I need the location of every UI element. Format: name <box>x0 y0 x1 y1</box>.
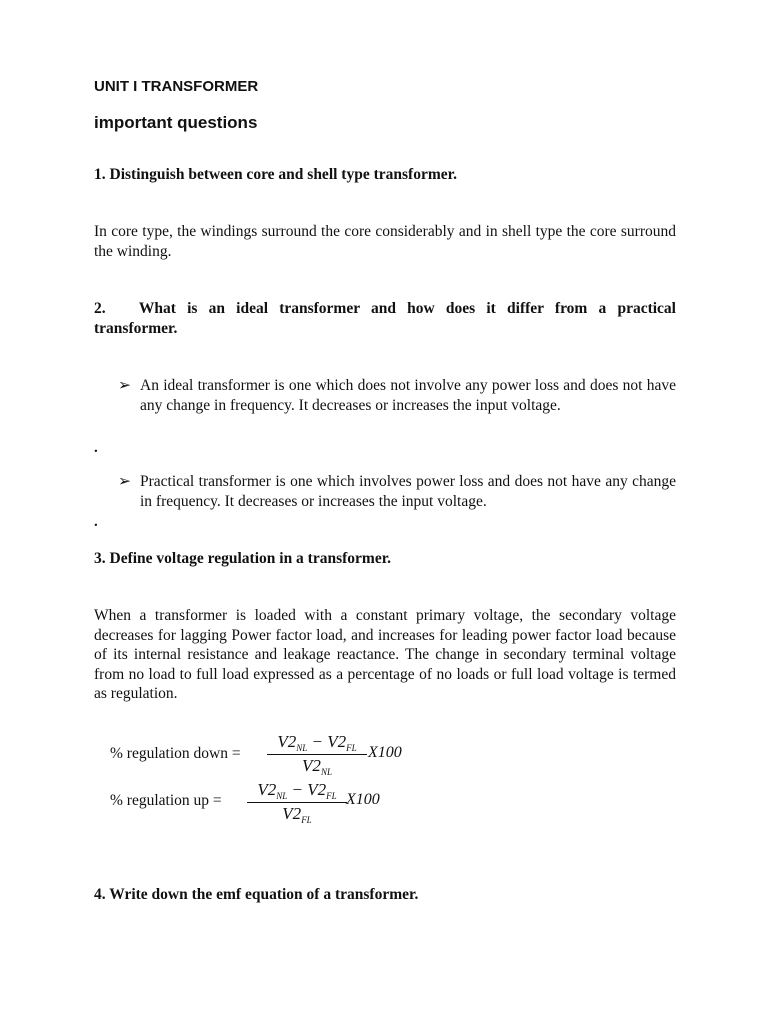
question-2-line-2: transformer. <box>94 320 178 337</box>
answer-3: When a transformer is loaded with a constant primary voltage, the secondary voltage decreases for lagging Power factor load, and increases for leading power factor load because of its internal resistance and leakage reactance. The change in secondary terminal voltage from no load to full load expressed as a percentage of no loads or full load voltage is termed as regulation. <box>94 607 676 702</box>
question-2-line-1: 2. What is an ideal transformer and how does it differ from a practical <box>94 300 676 317</box>
formula-down-multiplier: X100 <box>368 744 402 761</box>
formula-regulation-down <box>110 732 430 780</box>
question-1: 1. Distinguish between core and shell type transformer. <box>94 166 457 183</box>
separator-dot: . <box>94 440 98 456</box>
formula-down-label: % regulation down = <box>110 745 241 762</box>
question-3: 3. Define voltage regulation in a transformer. <box>94 550 392 567</box>
formula-up-multiplier: X100 <box>346 791 380 808</box>
separator-dot: . <box>94 514 98 530</box>
formula-regulation-up <box>110 780 430 828</box>
bullet-text-2: Practical transformer is one which involves power loss and does not have any change in frequency. It decreases or increases the input voltage. <box>140 473 676 510</box>
bullet-item-2 <box>118 472 676 511</box>
formula-up-fraction: $V2_{NL} - V2_{FL}$ $V2_{FL}$ <box>247 780 347 825</box>
question-2 <box>94 299 676 339</box>
arrow-bullet-icon: ➢ <box>118 377 131 394</box>
unit-title: UNIT I TRANSFORMER <box>94 78 259 95</box>
answer-1: In core type, the windings surround the core considerably and in shell type the core surround the winding. <box>94 223 676 260</box>
bullet-item-1 <box>118 376 676 415</box>
question-4: 4. Write down the emf equation of a transformer. <box>94 886 419 903</box>
formula-down-fraction: $V2_{NL} - V2_{FL}$ $V2_{NL}$ <box>267 732 367 777</box>
arrow-bullet-icon: ➢ <box>118 473 131 490</box>
formula-up-label: % regulation up = <box>110 792 222 809</box>
page-subtitle: important questions <box>94 113 258 132</box>
bullet-text-1: An ideal transformer is one which does not involve any power loss and does not have any change in frequency. It decreases or increases the input voltage. <box>140 377 676 414</box>
